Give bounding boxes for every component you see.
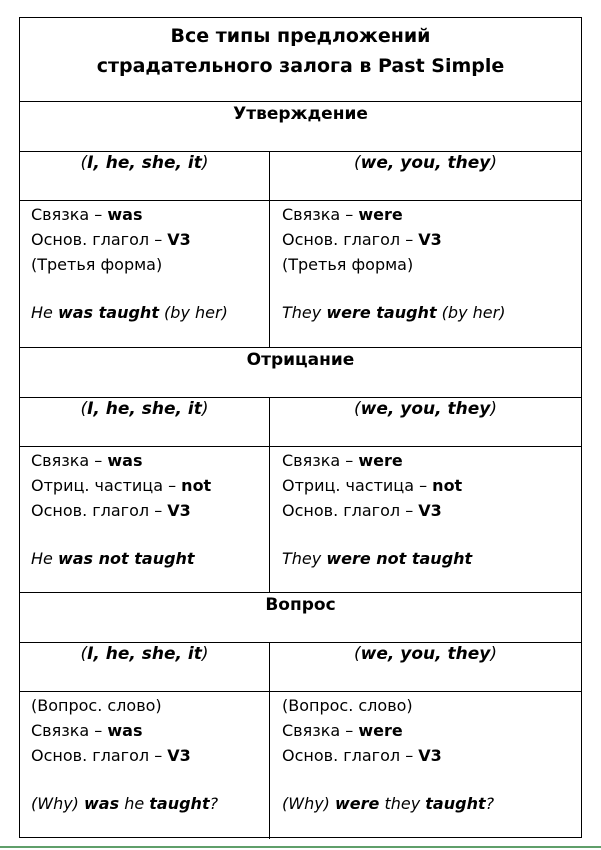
example-subject: he — [119, 794, 150, 813]
rule-label: Связка – — [282, 205, 359, 224]
rule-value: V3 — [167, 746, 191, 765]
rule-label: Основ. глагол – — [31, 746, 168, 765]
rule-line — [31, 498, 269, 523]
rule-line — [31, 718, 269, 743]
example-question-mark: ? — [485, 794, 495, 813]
pronoun-open-paren: ( — [354, 399, 361, 419]
rule-line — [31, 227, 269, 252]
rule-label: Основ. глагол – — [282, 746, 419, 765]
rule-label: Связка – — [282, 721, 359, 740]
rule-row-negative — [20, 447, 581, 593]
rule-label: Отриц. частица – — [282, 476, 433, 495]
pronoun-open-paren: ( — [80, 153, 88, 173]
pronoun-cell-plural — [270, 152, 581, 200]
rule-line — [282, 718, 581, 743]
rule-line: (Третья форма) — [282, 255, 414, 274]
rule-value: were — [358, 451, 403, 470]
example-verb: taught — [149, 794, 210, 813]
example-verb: were taught — [326, 303, 437, 322]
example-subject: they — [379, 794, 426, 813]
rule-line — [31, 473, 269, 498]
table-title — [20, 18, 581, 102]
rule-cell-question-singular — [20, 692, 270, 839]
pronoun-cell-singular — [20, 398, 270, 446]
section-heading-negative-label: Отрицание — [246, 350, 355, 370]
example-subject: He — [31, 303, 58, 322]
example-agent: (by her) — [158, 303, 228, 322]
title-line-1: Все типы предложений — [170, 25, 431, 47]
example-verb: was taught — [57, 303, 159, 322]
rule-line — [282, 448, 581, 473]
pronoun-text-singular: I, he, she, it — [87, 644, 202, 664]
pronoun-close-paren: ) — [201, 153, 209, 173]
pronoun-close-paren: ) — [490, 153, 497, 173]
rule-line: (Вопрос. слово) — [31, 696, 162, 715]
rule-label: Связка – — [31, 721, 108, 740]
rule-line — [31, 743, 269, 768]
title-line-2: страдательного залога в Past Simple — [96, 55, 505, 77]
rule-cell-affirmative-plural — [270, 201, 581, 347]
pronoun-text-plural: we, you, they — [360, 153, 491, 173]
section-heading-question-label: Вопрос — [265, 595, 336, 615]
rule-value: was — [107, 721, 143, 740]
rule-value: was — [107, 205, 143, 224]
rule-cell-negative-plural — [270, 447, 581, 592]
rule-value: V3 — [418, 501, 442, 520]
example-sentence — [282, 546, 581, 571]
rule-label: Основ. глагол – — [282, 230, 419, 249]
rule-line — [282, 473, 581, 498]
rule-value: were — [358, 205, 403, 224]
rule-line — [282, 227, 581, 252]
pronoun-text-singular: I, he, she, it — [87, 399, 202, 419]
rule-row-affirmative — [20, 201, 581, 348]
example-verb: were not taught — [326, 549, 473, 568]
rule-line: (Вопрос. слово) — [282, 696, 413, 715]
section-heading-affirmative — [20, 102, 581, 152]
pronoun-row-negative — [20, 398, 581, 447]
bottom-rule — [0, 846, 601, 848]
rule-value: V3 — [418, 746, 442, 765]
pronoun-text-plural: we, you, they — [360, 399, 491, 419]
section-heading-negative — [20, 348, 581, 398]
rule-value: was — [107, 451, 143, 470]
example-verb: was not taught — [57, 549, 195, 568]
rule-label: Основ. глагол – — [31, 230, 168, 249]
section-heading-affirmative-label: Утверждение — [233, 104, 368, 124]
rule-value: not — [181, 476, 212, 495]
example-subject: They — [282, 549, 327, 568]
rule-line — [282, 202, 581, 227]
rule-label: Основ. глагол – — [282, 501, 419, 520]
rule-value: V3 — [167, 501, 191, 520]
pronoun-cell-singular — [20, 152, 270, 200]
rule-label: Отриц. частица – — [31, 476, 182, 495]
example-auxiliary: was — [84, 794, 120, 813]
rule-cell-question-plural — [270, 692, 581, 839]
rule-cell-affirmative-singular — [20, 201, 270, 347]
pronoun-open-paren: ( — [80, 399, 88, 419]
example-sentence — [282, 300, 581, 325]
pronoun-text-plural: we, you, they — [360, 644, 491, 664]
example-verb: taught — [425, 794, 486, 813]
rule-line — [31, 448, 269, 473]
pronoun-close-paren: ) — [201, 644, 209, 664]
pronoun-open-paren: ( — [354, 644, 361, 664]
pronoun-open-paren: ( — [80, 644, 88, 664]
example-subject: They — [282, 303, 327, 322]
rule-value: V3 — [418, 230, 442, 249]
example-question-word: (Why) — [282, 794, 335, 813]
example-sentence — [31, 791, 269, 816]
pronoun-row-affirmative — [20, 152, 581, 201]
section-heading-question — [20, 593, 581, 643]
pronoun-cell-plural — [270, 643, 581, 691]
example-sentence — [31, 300, 269, 325]
rule-value: V3 — [167, 230, 191, 249]
rule-row-question — [20, 692, 581, 839]
pronoun-close-paren: ) — [490, 399, 497, 419]
example-question-mark: ? — [209, 794, 219, 813]
pronoun-close-paren: ) — [201, 399, 209, 419]
example-question-word: (Why) — [31, 794, 84, 813]
pronoun-open-paren: ( — [354, 153, 361, 173]
rule-label: Связка – — [31, 451, 108, 470]
example-subject: He — [31, 549, 58, 568]
rule-line — [282, 743, 581, 768]
rule-value: not — [432, 476, 463, 495]
example-auxiliary: were — [335, 794, 380, 813]
example-sentence — [282, 791, 581, 816]
pronoun-row-question — [20, 643, 581, 692]
rule-label: Связка – — [282, 451, 359, 470]
example-sentence — [31, 546, 269, 571]
rule-line — [282, 498, 581, 523]
pronoun-text-singular: I, he, she, it — [87, 153, 202, 173]
rule-label: Связка – — [31, 205, 108, 224]
example-agent: (by her) — [436, 303, 506, 322]
rule-line — [31, 202, 269, 227]
pronoun-close-paren: ) — [490, 644, 497, 664]
passive-voice-table — [19, 17, 582, 838]
rule-value: were — [358, 721, 403, 740]
pronoun-cell-plural — [270, 398, 581, 446]
pronoun-cell-singular — [20, 643, 270, 691]
rule-line: (Третья форма) — [31, 255, 163, 274]
rule-label: Основ. глагол – — [31, 501, 168, 520]
rule-cell-negative-singular — [20, 447, 270, 592]
